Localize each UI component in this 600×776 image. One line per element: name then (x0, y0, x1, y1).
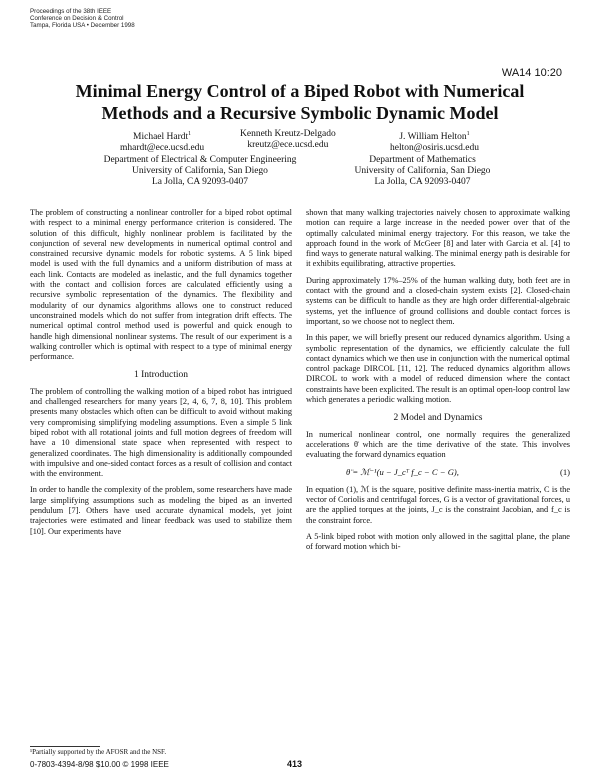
right-paragraph-3: In this paper, we will briefly present our reduced dynamics algorithm. Using a symbolic representation of the dynamics, we efficiently calculate the full contact dynamics which we then use in conjunction with the numerical optimal control package DIRCOL [11, 12]. The reduced dynamics algorithm allows DIRCOL to work with a model of reduced dimension where the contact constraints have been explicited. The result is an optimal open-loop control law which generates a periodic walking motion. (306, 333, 570, 405)
author-1-name: Michael Hardt (133, 132, 189, 143)
aff-left-line-2: University of California, San Diego (132, 166, 268, 176)
right-paragraph-1: shown that many walking trajectories naively chosen to approximate walking motion can require a large increase in the needed power over that of the optimally calculated minimal energy trajectory. For this reason, we take the approach found in the work of McGeer [8] and later with Garcia et al. [4] to find ways to generate natural walking. The minimal energy path is desirable for it exhibits equilibrating, attractive properties. (306, 208, 570, 269)
footnote-rule (30, 746, 100, 747)
author-3-footnote-mark: 1 (466, 131, 470, 137)
paper-title (0, 80, 600, 124)
author-1-footnote-mark: 1 (188, 131, 192, 137)
section-2-heading: 2 Model and Dynamics (393, 413, 483, 424)
aff-right-line-1: Department of Mathematics (369, 155, 476, 165)
author-2 (240, 129, 336, 151)
aff-right-line-3: La Jolla, CA 92093-0407 (374, 177, 471, 187)
affiliation-ece (100, 155, 300, 188)
equation-1 (306, 467, 570, 477)
aff-left-line-3: La Jolla, CA 92093-0407 (151, 177, 249, 187)
session-code: WA14 10:20 (501, 67, 562, 79)
author-1-email: mhardt@ece.ucsd.edu (120, 143, 205, 154)
author-3 (390, 129, 479, 154)
aff-right-line-2: University of California, San Diego (354, 166, 491, 176)
aff-left-line-1: Department of Electrical & Computer Engineering (103, 155, 297, 165)
equation-1-body: θ̈ = ℳ⁻¹(u − J_cᵀ f_c − C − G), (346, 466, 459, 477)
section-1-heading: 1 Introduction (133, 370, 189, 381)
footnote: ¹Partially supported by the AFOSR and the NSF. (30, 748, 167, 756)
header-line-3: Tampa, Florida USA • December 1998 (30, 22, 135, 30)
author-3-name: J. William Helton (399, 132, 467, 143)
abstract: The problem of constructing a nonlinear controller for a biped robot optimal with respect to a minimal energy performance criterion is considered. The solution of this difficult, highly nonlinear problem is facilitated by the conjunction of several new developments in numerical optimal control and constrained recursive dynamic models for robotic systems. A 5 link biped model is used with the full dynamics and a uniform distribution of mass at each link. Contacts are modeled as inelastic, and the full dynamics together with the contact and collision forces are calculated efficiently using a recursive symbolic representation of the dynamics. The flexibility and modularity of our dynamics algorithms allows one to construct reduced unconstrained models which do not suffer from integration drift effects. The numerical optimal control method used is powerful and quick enough to handle high dimensional nonlinear systems. The result of our experiment is a walking controller which is optimal with respect to a type of minimal energy performance. (30, 208, 292, 362)
equation-1-number: (1) (559, 466, 570, 477)
model-paragraph-2: In equation (1), ℳ is the square, positive definite mass-inertia matrix, C is the vector of Coriolis and centrifugal forces, G is a vector of gravitational forces, u are the applied torques at the joints, J_c is the constraint Jacobian, and f_c is the constraint force. (306, 484, 570, 525)
left-column (30, 208, 292, 543)
title-line-1: Minimal Energy Control of a Biped Robot with Numerical (75, 81, 525, 101)
model-paragraph-1: In numerical nonlinear control, one normally requires the generalized accelerations θ̈ which are the time derivative of the state. This involves evaluating the forward dynamics equation (306, 429, 570, 460)
page-number: 413 (287, 759, 303, 769)
author-2-email: kreutz@ece.ucsd.edu (247, 140, 329, 150)
affiliation-math (335, 155, 510, 188)
conference-header (30, 8, 135, 30)
author-3-email: helton@osiris.ucsd.edu (390, 143, 479, 154)
author-2-name: Kenneth Kreutz-Delgado (240, 129, 336, 139)
model-paragraph-3: A 5-link biped robot with motion only allowed in the sagittal plane, the plane of forward motion which bi- (306, 532, 570, 552)
intro-paragraph-1: The problem of controlling the walking motion of a biped robot has intrigued and challenged researchers for many years [2, 4, 6, 7, 8, 10]. This problem presents many obstacles which often can be difficult to avoid without making very compromising simplifying modeling assumptions. Even a simple 5 link biped robot with all rotational joints and full motion degrees of freedom will have a 10 dimensional state space when represented with respect to generalized coordinates. The high dimensionality is additionally compounded with impulsive and one-sided contact forces as a result of collision and contact with the environment. (30, 386, 292, 479)
header-line-1: Proceedings of the 38th IEEE (30, 8, 112, 15)
right-paragraph-2: During approximately 17%–25% of the human walking duty, both feet are in contact with the ground and a closed-chain system exists [2]. Closed-chain systems can be difficult to handle as they are high order differential-algebraic systems, yet the influence of ground collisions and double contact forces is important, so we choose not to neglect them. (306, 275, 570, 326)
author-1 (120, 129, 204, 154)
copyright-line: 0-7803-4394-8/98 $10.00 © 1998 IEEE (30, 760, 169, 769)
title-line-2: Methods and a Recursive Symbolic Dynamic Model (101, 103, 499, 123)
header-line-2: Conference on Decision & Control (30, 15, 124, 23)
intro-paragraph-2: In order to handle the complexity of the problem, some researchers have made large simplifying assumptions such as modeling the biped as an inverted pendulum [7]. Others have used accurate dynamical models, yet joint trajectories were estimated and linear feedback was used to stabilize them [10]. Our experiments have (30, 485, 292, 536)
right-column (306, 208, 570, 559)
